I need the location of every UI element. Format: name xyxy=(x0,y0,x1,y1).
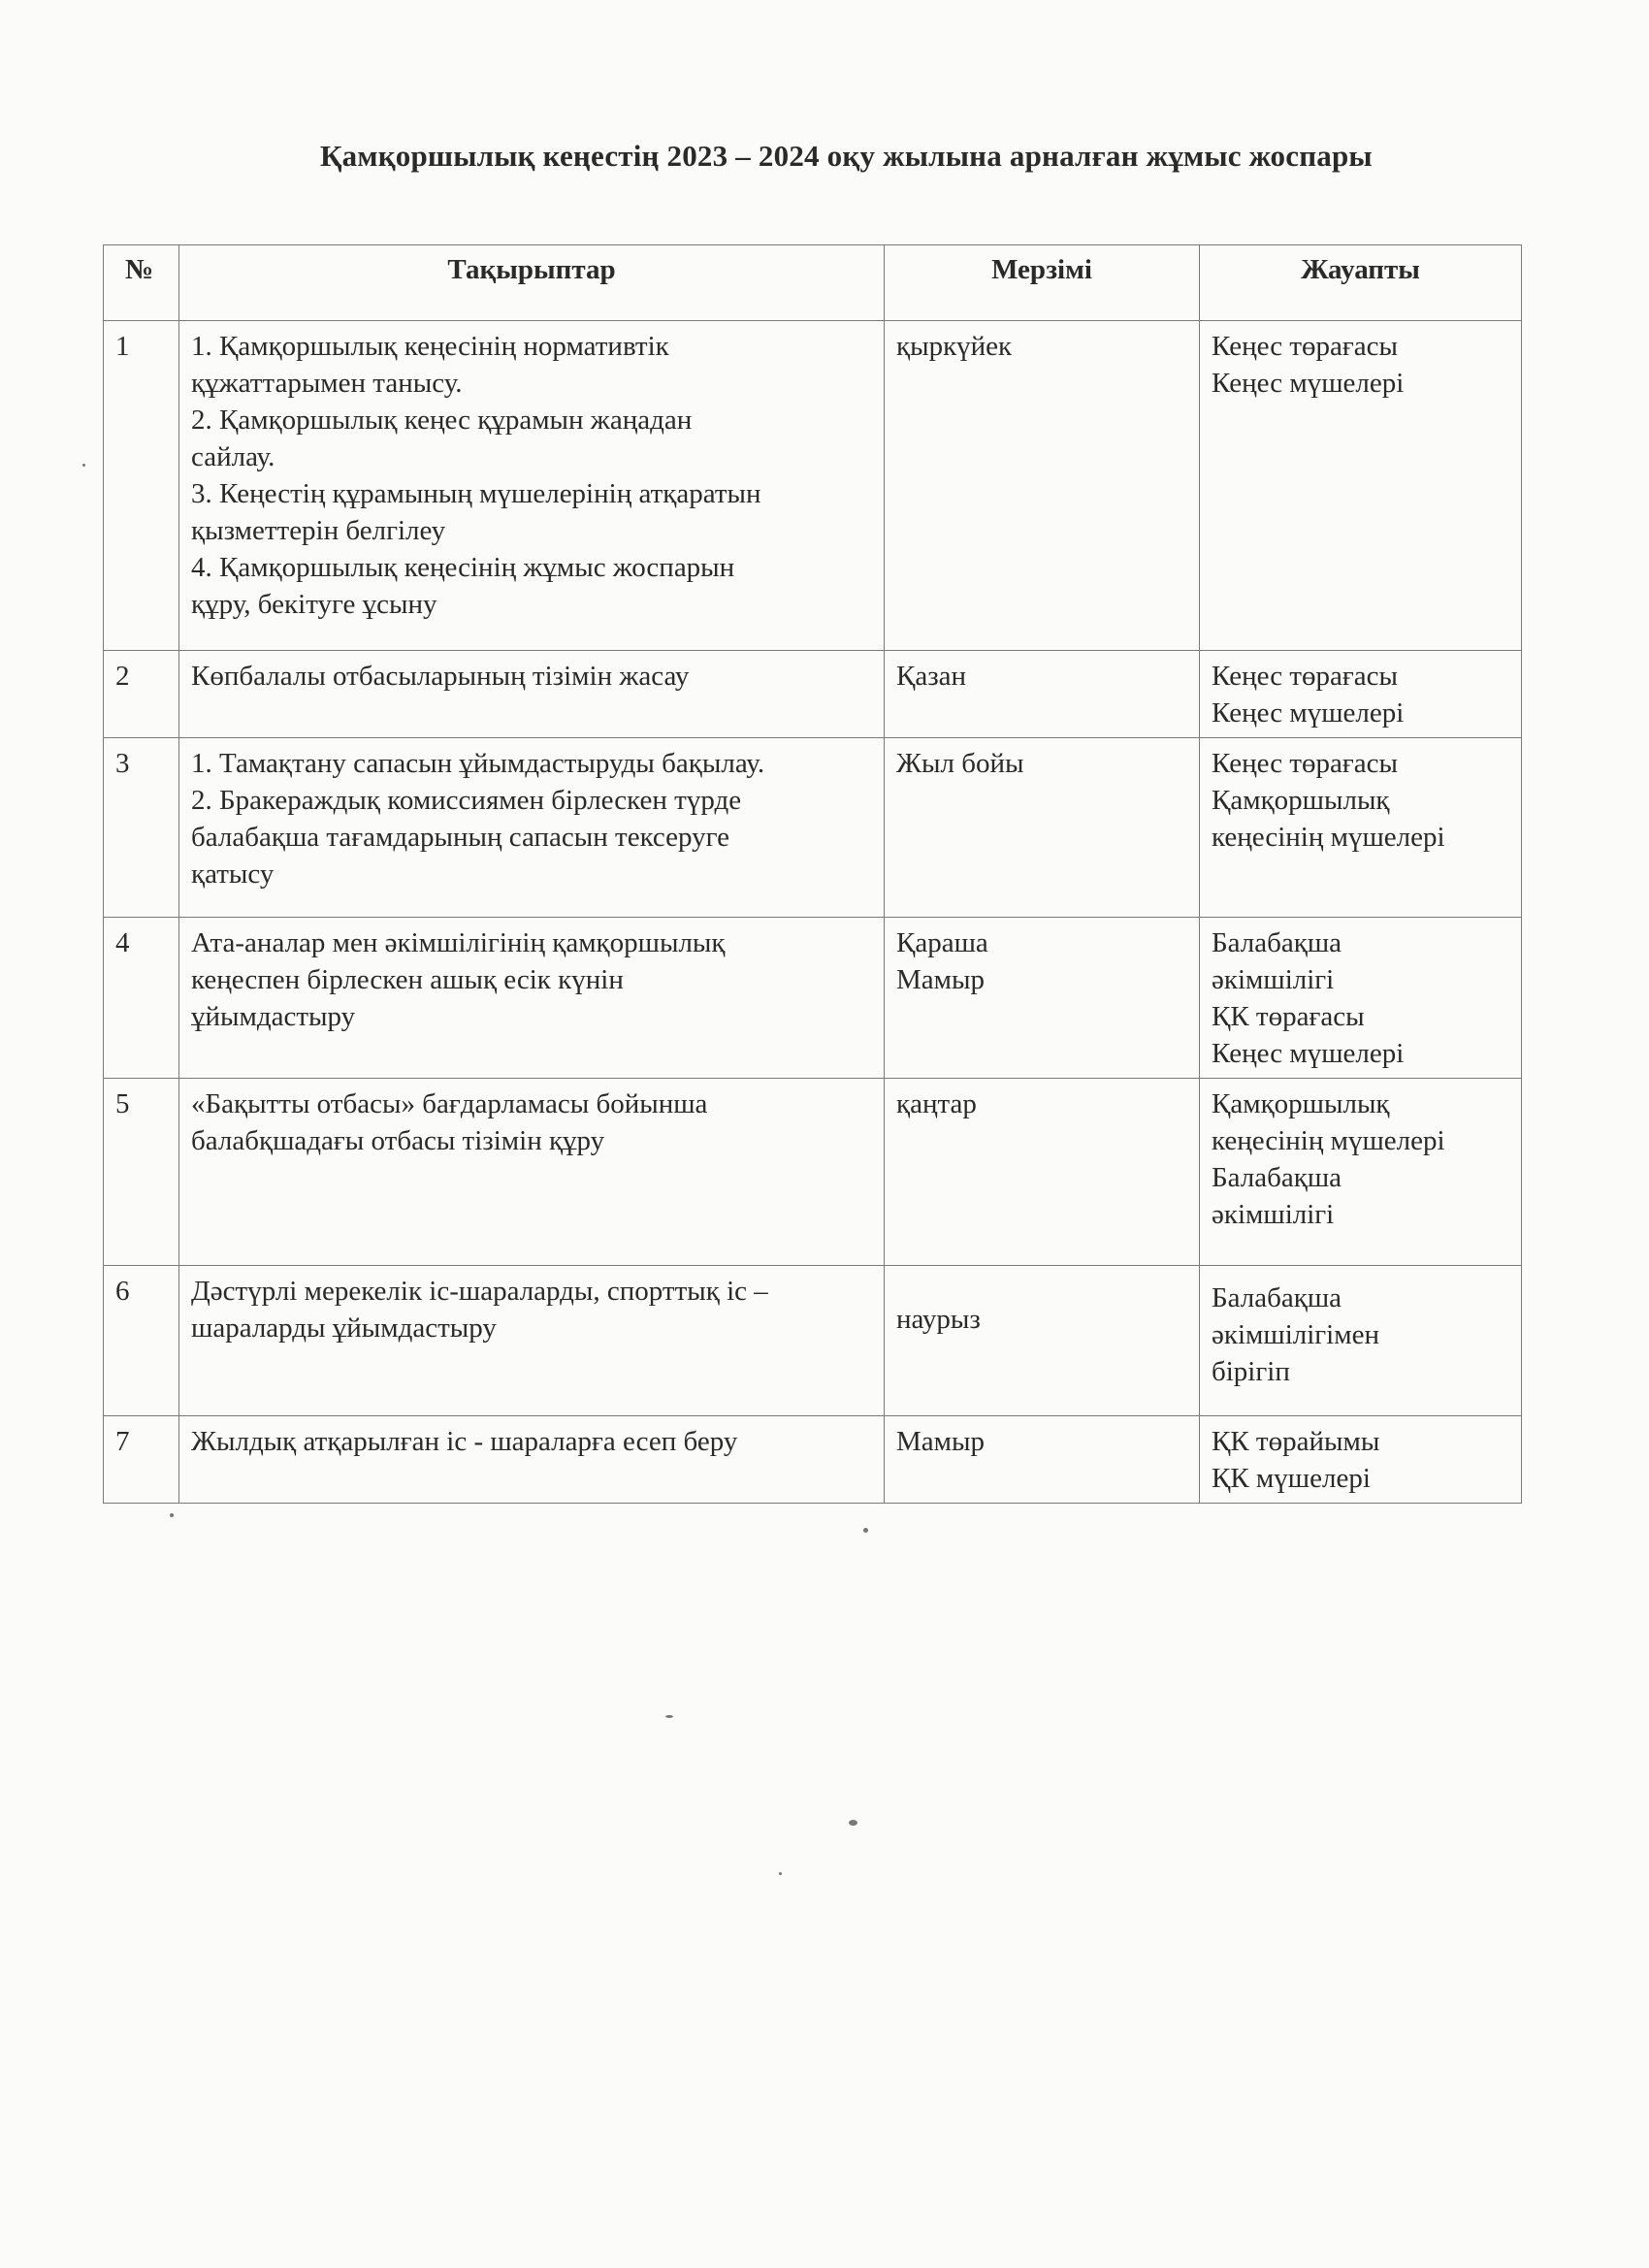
row-topics xyxy=(179,1416,885,1504)
row-responsible-line: Кеңес мүшелері xyxy=(1212,368,1405,399)
row-responsible-line: Балабақша xyxy=(1212,927,1342,958)
row-responsible xyxy=(1200,1416,1522,1504)
row-topics-line: 4. Қамқоршылық кеңесінің жұмыс жоспарын xyxy=(191,552,735,583)
row-topics xyxy=(179,738,885,918)
row-responsible-line: Балабақша xyxy=(1212,1162,1342,1193)
row-responsible-line: Кеңес мүшелері xyxy=(1212,697,1405,729)
row-topics-line: 3. Кеңестің құрамының мүшелерінің атқаратын xyxy=(191,478,761,509)
row-topics-line: 2. Бракераждық комиссиямен бірлескен түрде xyxy=(191,785,742,816)
row-topics xyxy=(179,918,885,1079)
row-topics-line: Дәстүрлі мерекелік іс-шараларды, спорттық іс – xyxy=(191,1276,768,1307)
row-topics-line: кеңеспен бірлескен ашық есік күнін xyxy=(191,964,624,995)
table-row xyxy=(104,321,1522,651)
row-topics xyxy=(179,1266,885,1416)
row-responsible xyxy=(1200,1266,1522,1416)
row-responsible-line: Кеңес төрағасы xyxy=(1212,661,1399,692)
scan-speck xyxy=(665,1715,673,1718)
scan-speck xyxy=(849,1820,857,1826)
table-row xyxy=(104,1079,1522,1266)
row-deadline xyxy=(885,1416,1200,1504)
row-deadline xyxy=(885,918,1200,1079)
row-deadline-line: Мамыр xyxy=(896,1426,985,1457)
row-responsible-line: әкімшілігі xyxy=(1212,964,1335,995)
row-deadline-line: Қараша xyxy=(896,927,988,958)
table-row xyxy=(104,651,1522,738)
row-responsible xyxy=(1200,321,1522,651)
row-number: 7 xyxy=(104,1416,179,1504)
scan-speck xyxy=(863,1528,868,1533)
work-plan-table xyxy=(103,244,1522,1504)
row-topics-line: ұйымдастыру xyxy=(191,1001,356,1032)
row-deadline-line: наурыз xyxy=(896,1304,981,1335)
row-responsible-line: Кеңес төрағасы xyxy=(1212,748,1399,779)
row-deadline-line: қыркүйек xyxy=(896,331,1013,362)
row-topics-line: сайлау. xyxy=(191,441,275,472)
row-topics-line: құру, бекітуге ұсыну xyxy=(191,589,437,620)
row-deadline-line: Қазан xyxy=(896,661,967,692)
table-row xyxy=(104,1416,1522,1504)
row-deadline xyxy=(885,1266,1200,1416)
row-responsible xyxy=(1200,1079,1522,1266)
row-number: 5 xyxy=(104,1079,179,1266)
row-number: 4 xyxy=(104,918,179,1079)
row-topics-line: балабқшадағы отбасы тізімін құру xyxy=(191,1125,605,1156)
table-row xyxy=(104,918,1522,1079)
row-deadline xyxy=(885,651,1200,738)
row-deadline-line: Жыл бойы xyxy=(896,748,1024,779)
row-topics xyxy=(179,1079,885,1266)
row-deadline xyxy=(885,1079,1200,1266)
row-responsible-line: ҚК мүшелері xyxy=(1212,1463,1371,1494)
row-responsible-line: Балабақша xyxy=(1212,1282,1342,1313)
row-deadline-line: қаңтар xyxy=(896,1088,977,1119)
row-topics-line: құжаттарымен танысу. xyxy=(191,368,463,399)
row-responsible-line: кеңесінің мүшелері xyxy=(1212,1125,1445,1156)
row-topics-line: Жылдық атқарылған іс - шараларға есеп беру xyxy=(191,1426,738,1457)
row-responsible-line: Кеңес төрағасы xyxy=(1212,331,1399,362)
table-row xyxy=(104,738,1522,918)
row-responsible-line: Кеңес мүшелері xyxy=(1212,1038,1405,1069)
scan-speck xyxy=(82,464,85,467)
row-topics xyxy=(179,651,885,738)
row-responsible-line: Қамқоршылық xyxy=(1212,1088,1390,1119)
row-number: 3 xyxy=(104,738,179,918)
row-topics-line: 1. Тамақтану сапасын ұйымдастыруды бақылау. xyxy=(191,748,765,779)
row-topics-line: Ата-аналар мен әкімшілігінің қамқоршылық xyxy=(191,927,726,958)
row-responsible xyxy=(1200,738,1522,918)
row-number: 1 xyxy=(104,321,179,651)
row-topics-line: Көпбалалы отбасыларының тізімін жасау xyxy=(191,661,690,692)
row-number: 6 xyxy=(104,1266,179,1416)
row-responsible-line: бірігіп xyxy=(1212,1356,1290,1387)
scan-speck xyxy=(779,1872,782,1875)
row-topics-line: 1. Қамқоршылық кеңесінің нормативтік xyxy=(191,331,669,362)
row-responsible xyxy=(1200,918,1522,1079)
row-deadline-line: Мамыр xyxy=(896,964,985,995)
page-title: Қамқоршылық кеңестің 2023 – 2024 оқу жылына арналған жұмыс жоспары xyxy=(320,139,1373,173)
row-topics-line: 2. Қамқоршылық кеңес құрамын жаңадан xyxy=(191,405,693,436)
row-number: 2 xyxy=(104,651,179,738)
row-responsible-line: ҚК төрайымы xyxy=(1212,1426,1380,1457)
header-responsible: Жауапты xyxy=(1200,245,1522,321)
row-responsible xyxy=(1200,651,1522,738)
row-topics-line: қызметтерін белгілеу xyxy=(191,515,446,546)
row-topics-line: балабақша тағамдарының сапасын тексеруге xyxy=(191,822,730,853)
row-deadline xyxy=(885,738,1200,918)
row-deadline xyxy=(885,321,1200,651)
header-deadline: Мерзімі xyxy=(885,245,1200,321)
row-responsible-line: Қамқоршылық xyxy=(1212,785,1390,816)
scan-speck xyxy=(170,1513,174,1517)
row-topics xyxy=(179,321,885,651)
header-number: № xyxy=(104,245,179,321)
table-row xyxy=(104,1266,1522,1416)
row-responsible-line: ҚК төрағасы xyxy=(1212,1001,1365,1032)
row-topics-line: шараларды ұйымдастыру xyxy=(191,1312,497,1344)
header-topics: Тақырыптар xyxy=(179,245,885,321)
row-topics-line: қатысу xyxy=(191,859,275,890)
row-topics-line: «Бақытты отбасы» бағдарламасы бойынша xyxy=(191,1088,708,1119)
row-responsible-line: әкімшілігімен xyxy=(1212,1319,1379,1350)
table-header-row xyxy=(104,245,1522,321)
row-responsible-line: кеңесінің мүшелері xyxy=(1212,822,1445,853)
row-responsible-line: әкімшілігі xyxy=(1212,1199,1335,1230)
